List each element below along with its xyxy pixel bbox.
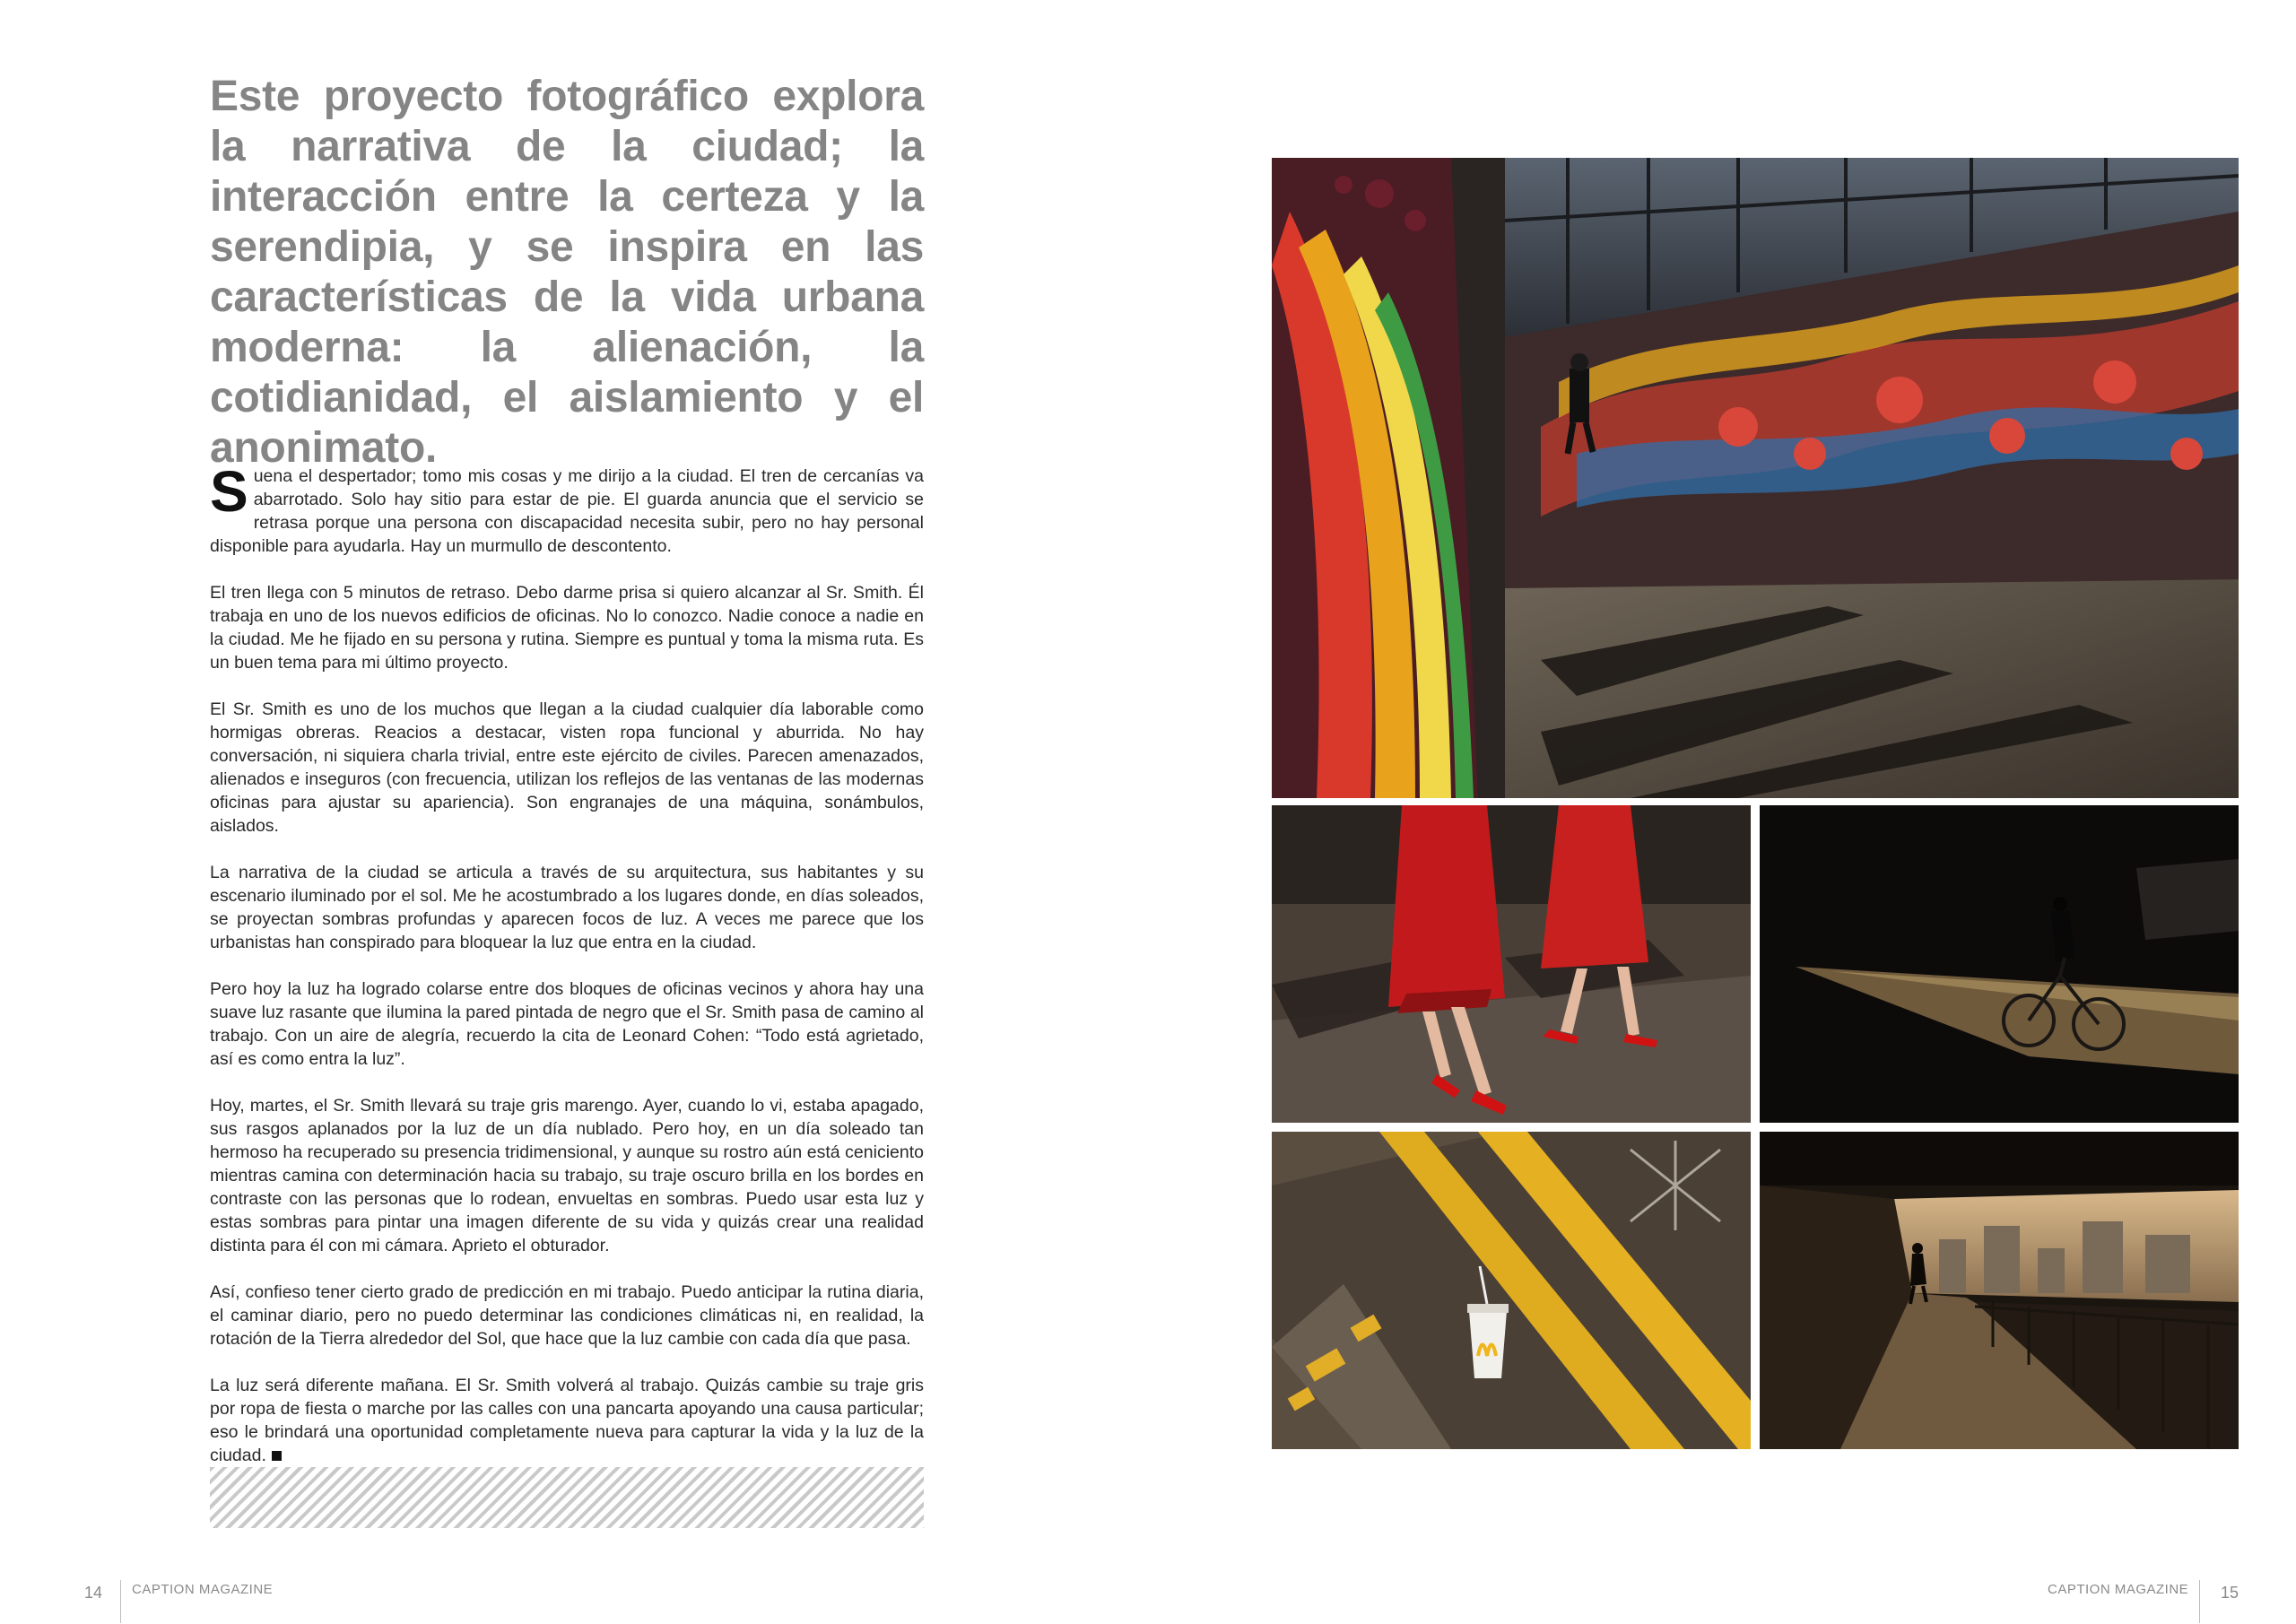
article-paragraph-4: La narrativa de la ciudad se articula a través de su arquitectura, sus habitantes y su escenario iluminado por el sol. Me he acostumbrado a los lugares donde, en días soleados, se proyectan sombras profundas y aparecen focos de luz. A veces me parece que los urbanistas han conspirado para bloquear la luz que entra en la ciudad. xyxy=(210,863,924,952)
lead-paragraph: Este proyecto fotográfico explora la narrativa de la ciudad; la interacción entre la certeza y la serendipia, y se inspira en las características de la vida urbana moderna: la alienación, la cotidianidad, el aislamiento y el anonimato. xyxy=(210,73,924,472)
article-paragraph-7: Así, confieso tener cierto grado de predicción en mi trabajo. Puedo anticipar la rutina diaria, el caminar diario, pero no puedo determinar las condiciones climáticas ni, en realidad, la rotación de la Tierra alrededor del Sol, que hace que la luz cambie con cada día que pasa. xyxy=(210,1282,924,1349)
article-paragraph-8 xyxy=(210,1374,924,1467)
yellow-lines-cup-photo xyxy=(1272,1132,1751,1449)
left-page-number: 14 xyxy=(84,1584,103,1602)
hatched-divider xyxy=(210,1467,924,1528)
underpass-walker-photo xyxy=(1760,1132,2239,1449)
yellow-lines-cup-icon xyxy=(1272,1132,1751,1449)
mural-walkway-icon xyxy=(1272,158,2239,798)
left-magazine-name: CAPTION MAGAZINE xyxy=(132,1582,274,1597)
right-footer-rule xyxy=(2199,1580,2200,1623)
cyclist-shadow-icon xyxy=(1760,805,2239,1123)
red-coat-women-photo xyxy=(1272,805,1751,1123)
right-magazine-name: CAPTION MAGAZINE xyxy=(2048,1582,2189,1597)
left-footer-rule xyxy=(120,1580,121,1623)
article-body xyxy=(210,459,924,1490)
article-paragraph-6: Hoy, martes, el Sr. Smith llevará su traje gris marengo. Ayer, cuando lo vi, estaba apagado, sus rasgos aplanados por la luz de un día nublado. Pero hoy, en un día soleado tan hermoso ha recuperado su presencia tridimensional, y aunque su rostro aún está ceniciento mientras camina con determinación hacia su trabajo, su traje oscuro brilla en los bordes en contraste con las personas que lo rodean, envueltas en sombras. Puedo usar esta luz y estas sombras para pintar una imagen diferente de su vida y quizás crear una realidad distinta para él con mi cámara. Aprieto el obturador. xyxy=(210,1096,924,1255)
article-paragraph-3: El Sr. Smith es uno de los muchos que llegan a la ciudad cualquier día laborable como hormigas obreras. Reacios a destacar, visten ropa funcional y aburrida. No hay conversación, ni siquiera charla trivial, entre este ejército de civiles. Parecen amenazados, alienados e inseguros (con frecuencia, utilizan los reflejos de las ventanas de las modernas oficinas para ajustar su apariencia). Son engranajes de una máquina, sonámbulos, aislados. xyxy=(210,699,924,836)
mural-walkway-photo xyxy=(1272,158,2239,798)
right-page-number: 15 xyxy=(2221,1584,2239,1602)
end-mark-icon xyxy=(272,1451,282,1461)
article-paragraph-1: Suena el despertador; tomo mis cosas y me dirijo a la ciudad. El tren de cercanías va abarrotado. Solo hay sitio para estar de pie. El guarda anuncia que el servicio se retrasa porque una persona con discapacidad necesita subir, pero no hay personal disponible para ayudarla. Hay un murmullo de descontento. xyxy=(210,459,924,556)
article-paragraph-8-text: La luz será diferente mañana. El Sr. Smith volverá al trabajo. Quizás cambie su traje gris por ropa de fiesta o marche por las calles con una pancarta apoyando una causa particular; eso le brindará una oportunidad completamente nueva para capturar la vida y la luz de la ciudad. xyxy=(210,1376,924,1465)
underpass-walker-icon xyxy=(1760,1132,2239,1449)
cyclist-shadow-photo xyxy=(1760,805,2239,1123)
article-paragraph-2: El tren llega con 5 minutos de retraso. Debo darme prisa si quiero alcanzar al Sr. Smith. Él trabaja en uno de los nuevos edificios de oficinas. No lo conozco. Nadie conoce a nadie en la ciudad. Me he fijado en su persona y rutina. Siempre es puntual y toma la misma ruta. Es un buen tema para mi último proyecto. xyxy=(210,583,924,673)
article-paragraph-5: Pero hoy la luz ha logrado colarse entre dos bloques de oficinas vecinos y ahora hay una suave luz rasante que ilumina la pared pintada de negro que el Sr. Smith pasa de camino al trabajo. Con un aire de alegría, recuerdo la cita de Leonard Cohen: “Todo está agrietado, así es como entra la luz”. xyxy=(210,979,924,1069)
red-coat-women-icon xyxy=(1272,805,1751,1123)
